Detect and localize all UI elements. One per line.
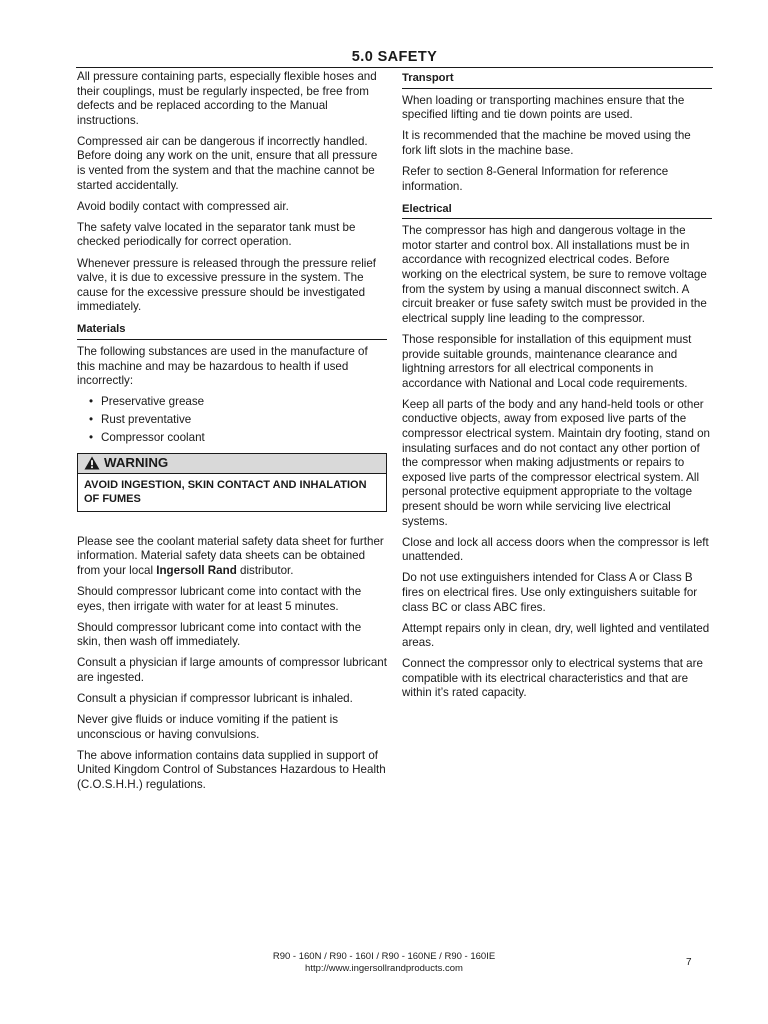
intro-paragraph: All pressure containing parts, especially flexible hoses and their couplings, must be regularly inspected, be free from defects and be replaced according to the Manual instructions. <box>77 70 377 127</box>
lubricant-paragraph: Should compressor lubricant come into contact with the eyes, then irrigate with water for at least 5 minutes. <box>77 584 362 613</box>
warning-header <box>78 454 386 474</box>
title-divider <box>76 67 713 68</box>
intro-paragraph: The safety valve located in the separator tank must be checked periodically for correct operation. <box>77 220 356 249</box>
electrical-paragraph: Connect the compressor only to electrical systems that are compatible with its electrical characteristics and that are within it’s rated capacity. <box>402 657 703 700</box>
materials-intro: The following substances are used in the manufacture of this machine and may be hazardous to health if used incorrectly: <box>77 345 368 388</box>
coolant-sheet-text-end: distributor. <box>236 563 294 577</box>
list-item: • Preservative grease <box>89 395 387 410</box>
warning-box <box>77 453 387 512</box>
list-item: • Rust preventative <box>89 413 387 428</box>
warning-text: AVOID INGESTION, SKIN CONTACT AND INHALATION OF FUMES <box>84 478 367 505</box>
transport-heading: Transport <box>402 70 712 89</box>
lubricant-paragraph: Consult a physician if compressor lubricant is inhaled. <box>77 692 353 705</box>
page-number: 7 <box>686 957 692 968</box>
warning-title: WARNING <box>104 455 169 471</box>
electrical-paragraph: The compressor has high and dangerous voltage in the motor starter and control box. All installations must be in accordance with recognized electrical codes. Before working on the electrical system, be sure to remove voltage from the system by using a manual disconnect switch. A circuit breaker or fuse safety switch must be provided in the electrical supply line leading to the compressor. <box>402 224 707 325</box>
electrical-paragraph: Those responsible for installation of this equipment must provide suitable grounds, maintenance clearance and lightning arrestors for all electrical components in accordance with National and Local code requirements. <box>402 332 692 390</box>
lubricant-paragraph: Never give fluids or induce vomiting if the patient is unconscious or having convulsions. <box>77 713 338 741</box>
coolant-sheet-paragraph <box>77 535 387 579</box>
footer-models: R90 - 160N / R90 - 160I / R90 - 160NE / R90 - 160IE <box>272 951 496 962</box>
transport-paragraph: Refer to section 8-General Information for reference information. <box>402 164 669 193</box>
right-column <box>402 70 712 708</box>
page-footer <box>0 951 768 975</box>
brand-name: Ingersoll Rand <box>156 563 237 577</box>
intro-paragraph: Whenever pressure is released through the pressure relief valve, it is due to excessive pressure in the system. The cause for the excessive pressure should be investigated immediately. <box>77 256 377 314</box>
electrical-paragraph: Keep all parts of the body and any hand-held tools or other conductive objects, away from exposed live parts of the compressor electrical system. Maintain dry footing, stand on insulating surfaces and do not contact any other portion of the compressor when making adjustments or repairs to exposed live parts of the compressor electrical system. All personal protective equipment appropriate to the voltage present should be worn while servicing live electrical systems. <box>402 397 711 528</box>
intro-paragraph: Avoid bodily contact with compressed air. <box>77 199 289 213</box>
lubricant-paragraph: Consult a physician if large amounts of compressor lubricant are ingested. <box>77 656 387 684</box>
left-column <box>77 70 387 799</box>
electrical-paragraph: Attempt repairs only in clean, dry, well lighted and ventilated areas. <box>402 621 710 650</box>
list-item: • Compressor coolant <box>89 431 387 446</box>
intro-paragraph: Compressed air can be dangerous if incorrectly handled. Before doing any work on the unit, ensure that all pressure is vented from the system and that the machine cannot be started accidentally. <box>77 134 378 192</box>
materials-heading: Materials <box>77 321 387 340</box>
transport-paragraph: When loading or transporting machines ensure that the specified lifting and tie down points are used. <box>402 93 685 122</box>
coolant-sheet-text: Please see the coolant material safety data sheet for further information. Material safety data sheets can be obtained from your local <box>77 534 384 577</box>
electrical-heading: Electrical <box>402 201 712 220</box>
electrical-paragraph: Do not use extinguishers intended for Class A or Class B fires on electrical fires. Use only extinguishers suitable for class BC or class ABC fires. <box>402 571 698 614</box>
lubricant-paragraph: Should compressor lubricant come into contact with the skin, then wash off immediately. <box>77 620 362 649</box>
page-title: 5.0 SAFETY <box>351 49 438 65</box>
coshh-paragraph: The above information contains data supplied in support of United Kingdom Control of Substances Hazardous to Health (C.O.S.H.H.) regulations. <box>77 748 386 791</box>
materials-list <box>77 395 387 446</box>
footer-url[interactable]: http://www.ingersollrandproducts.com <box>305 963 463 974</box>
transport-paragraph: It is recommended that the machine be moved using the fork lift slots in the machine base. <box>402 129 691 157</box>
warning-triangle-icon <box>84 456 100 470</box>
electrical-paragraph: Close and lock all access doors when the compressor is left unattended. <box>402 535 709 564</box>
